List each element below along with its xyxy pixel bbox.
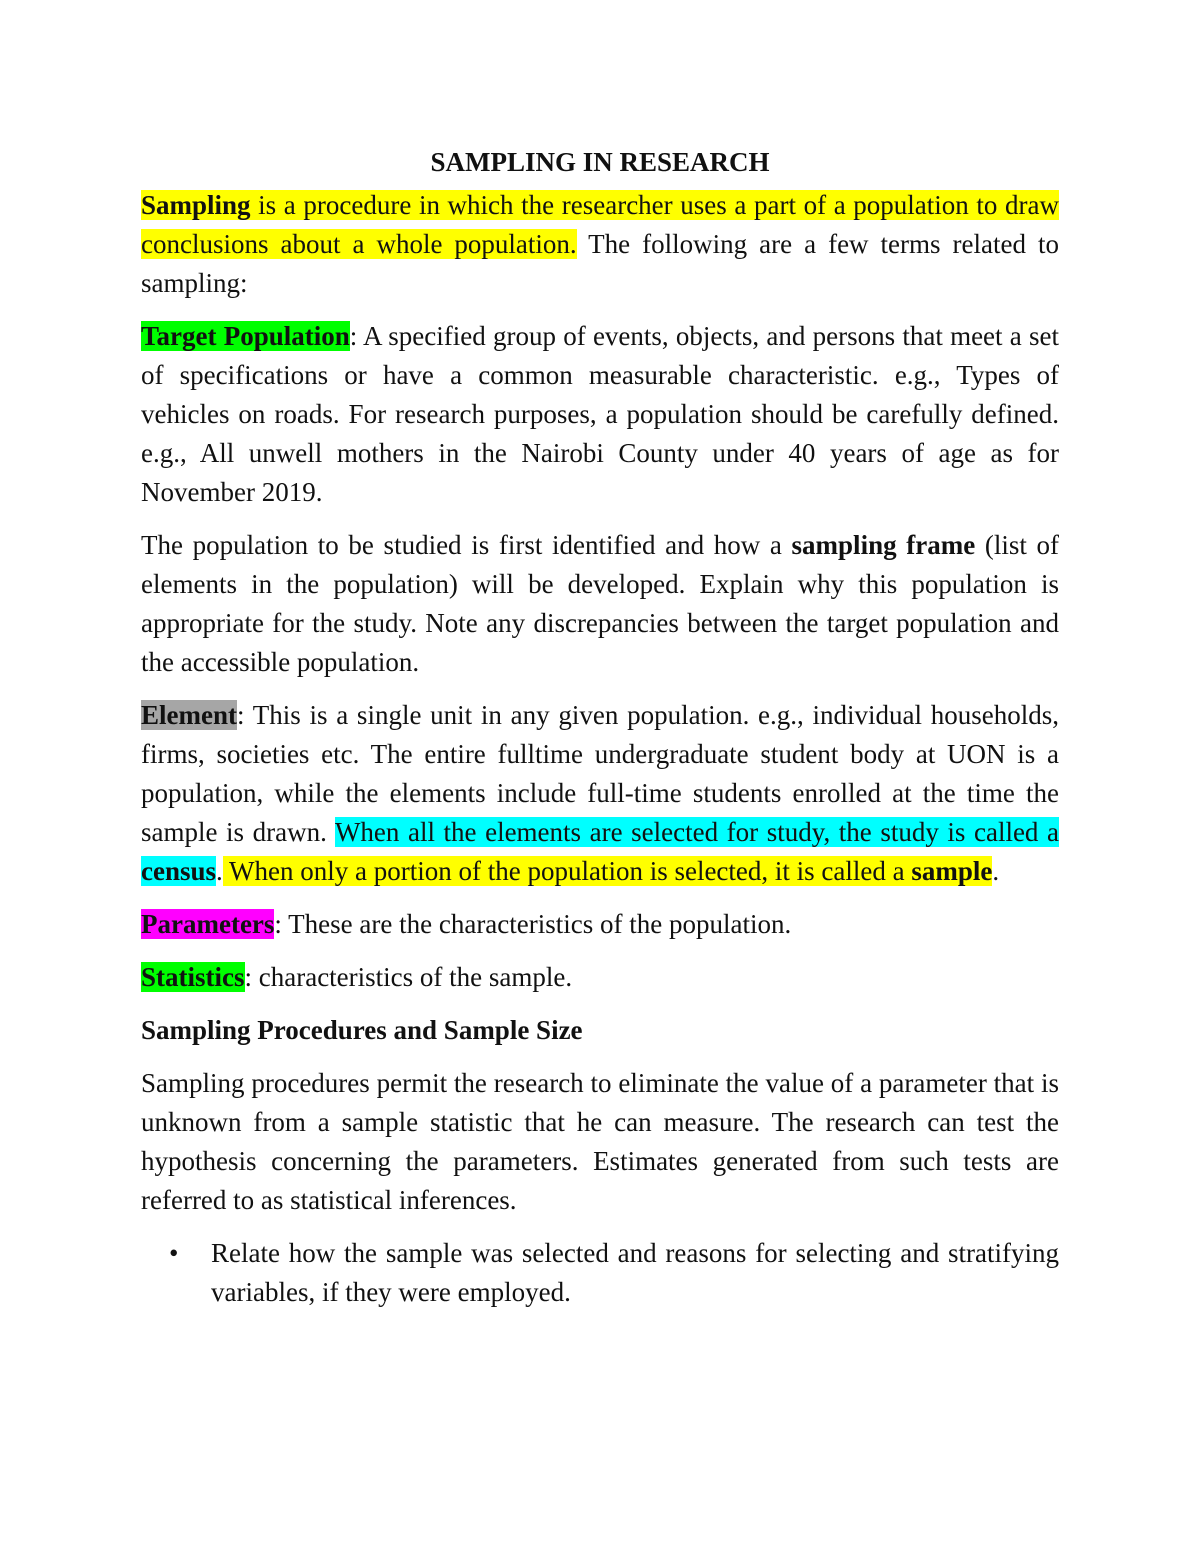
statistics-paragraph <box>141 958 1059 997</box>
bullet-list <box>141 1234 1059 1312</box>
census-text: When all the elements are selected for study, the study is called a <box>334 817 1059 847</box>
term-sampling-frame: sampling frame <box>791 530 976 560</box>
sample-period: . <box>992 856 1000 886</box>
population-text-before: The population to be studied is first identified and how a <box>141 530 792 560</box>
term-census: census <box>141 856 217 886</box>
census-period: . <box>216 856 223 886</box>
procedures-paragraph: Sampling procedures permit the research to eliminate the value of a parameter that is unknown from a sample statistic that he can measure. The research can test the hypothesis concerning the parameters. Estimates generated from such tests are referred to as statistical inferences. <box>141 1068 1059 1215</box>
bullet-icon: • <box>169 1238 179 1268</box>
term-element: Element <box>141 700 237 730</box>
term-parameters: Parameters <box>141 909 275 939</box>
statistics-text: : characteristics of the sample. <box>244 962 573 992</box>
document-page <box>141 138 1059 1312</box>
population-text-after: (list of elements in the population) will be developed. Explain why this population is appropriate for the study. Note any discrepancies between the target population and the accessible population. <box>141 530 1059 677</box>
sample-text: When only a portion of the population is selected, it is called a <box>222 856 912 886</box>
target-population-text: : A specified group of events, objects, and persons that meet a set of specifications or have a common measurable characteristic. e.g., Types of vehicles on roads. For research purposes, a population should be carefully defined. e.g., All unwell mothers in the Nairobi County under 40 years of age as for November 2019. <box>141 321 1059 507</box>
list-item-text: Relate how the sample was selected and reasons for selecting and stratifying variables, if they were employed. <box>211 1238 1059 1307</box>
section-heading: Sampling Procedures and Sample Size <box>141 1015 583 1045</box>
page-title: SAMPLING IN RESEARCH <box>430 147 770 177</box>
term-sampling: Sampling <box>141 190 251 220</box>
intro-paragraph <box>141 186 1059 303</box>
element-paragraph <box>141 696 1059 891</box>
term-target-population: Target Population <box>141 321 350 351</box>
parameters-text: : These are the characteristics of the population. <box>274 909 792 939</box>
sample-highlight <box>223 856 993 886</box>
intro-definition: is a procedure in which the researcher uses a part of a population to draw conclusions about a whole population. <box>141 190 1059 259</box>
intro-rest: The following are a few terms related to sampling: <box>141 229 1059 298</box>
target-population-paragraph <box>141 317 1059 512</box>
term-sample: sample <box>911 856 993 886</box>
element-text: : This is a single unit in any given population. e.g., individual households, firms, societies etc. The entire fulltime undergraduate student body at UON is a population, while the elements include full-time students enrolled at the time the sample is drawn. <box>141 700 1059 847</box>
population-paragraph <box>141 526 1059 682</box>
parameters-paragraph <box>141 905 1059 944</box>
term-statistics: Statistics <box>141 962 245 992</box>
list-item <box>169 1234 1059 1312</box>
